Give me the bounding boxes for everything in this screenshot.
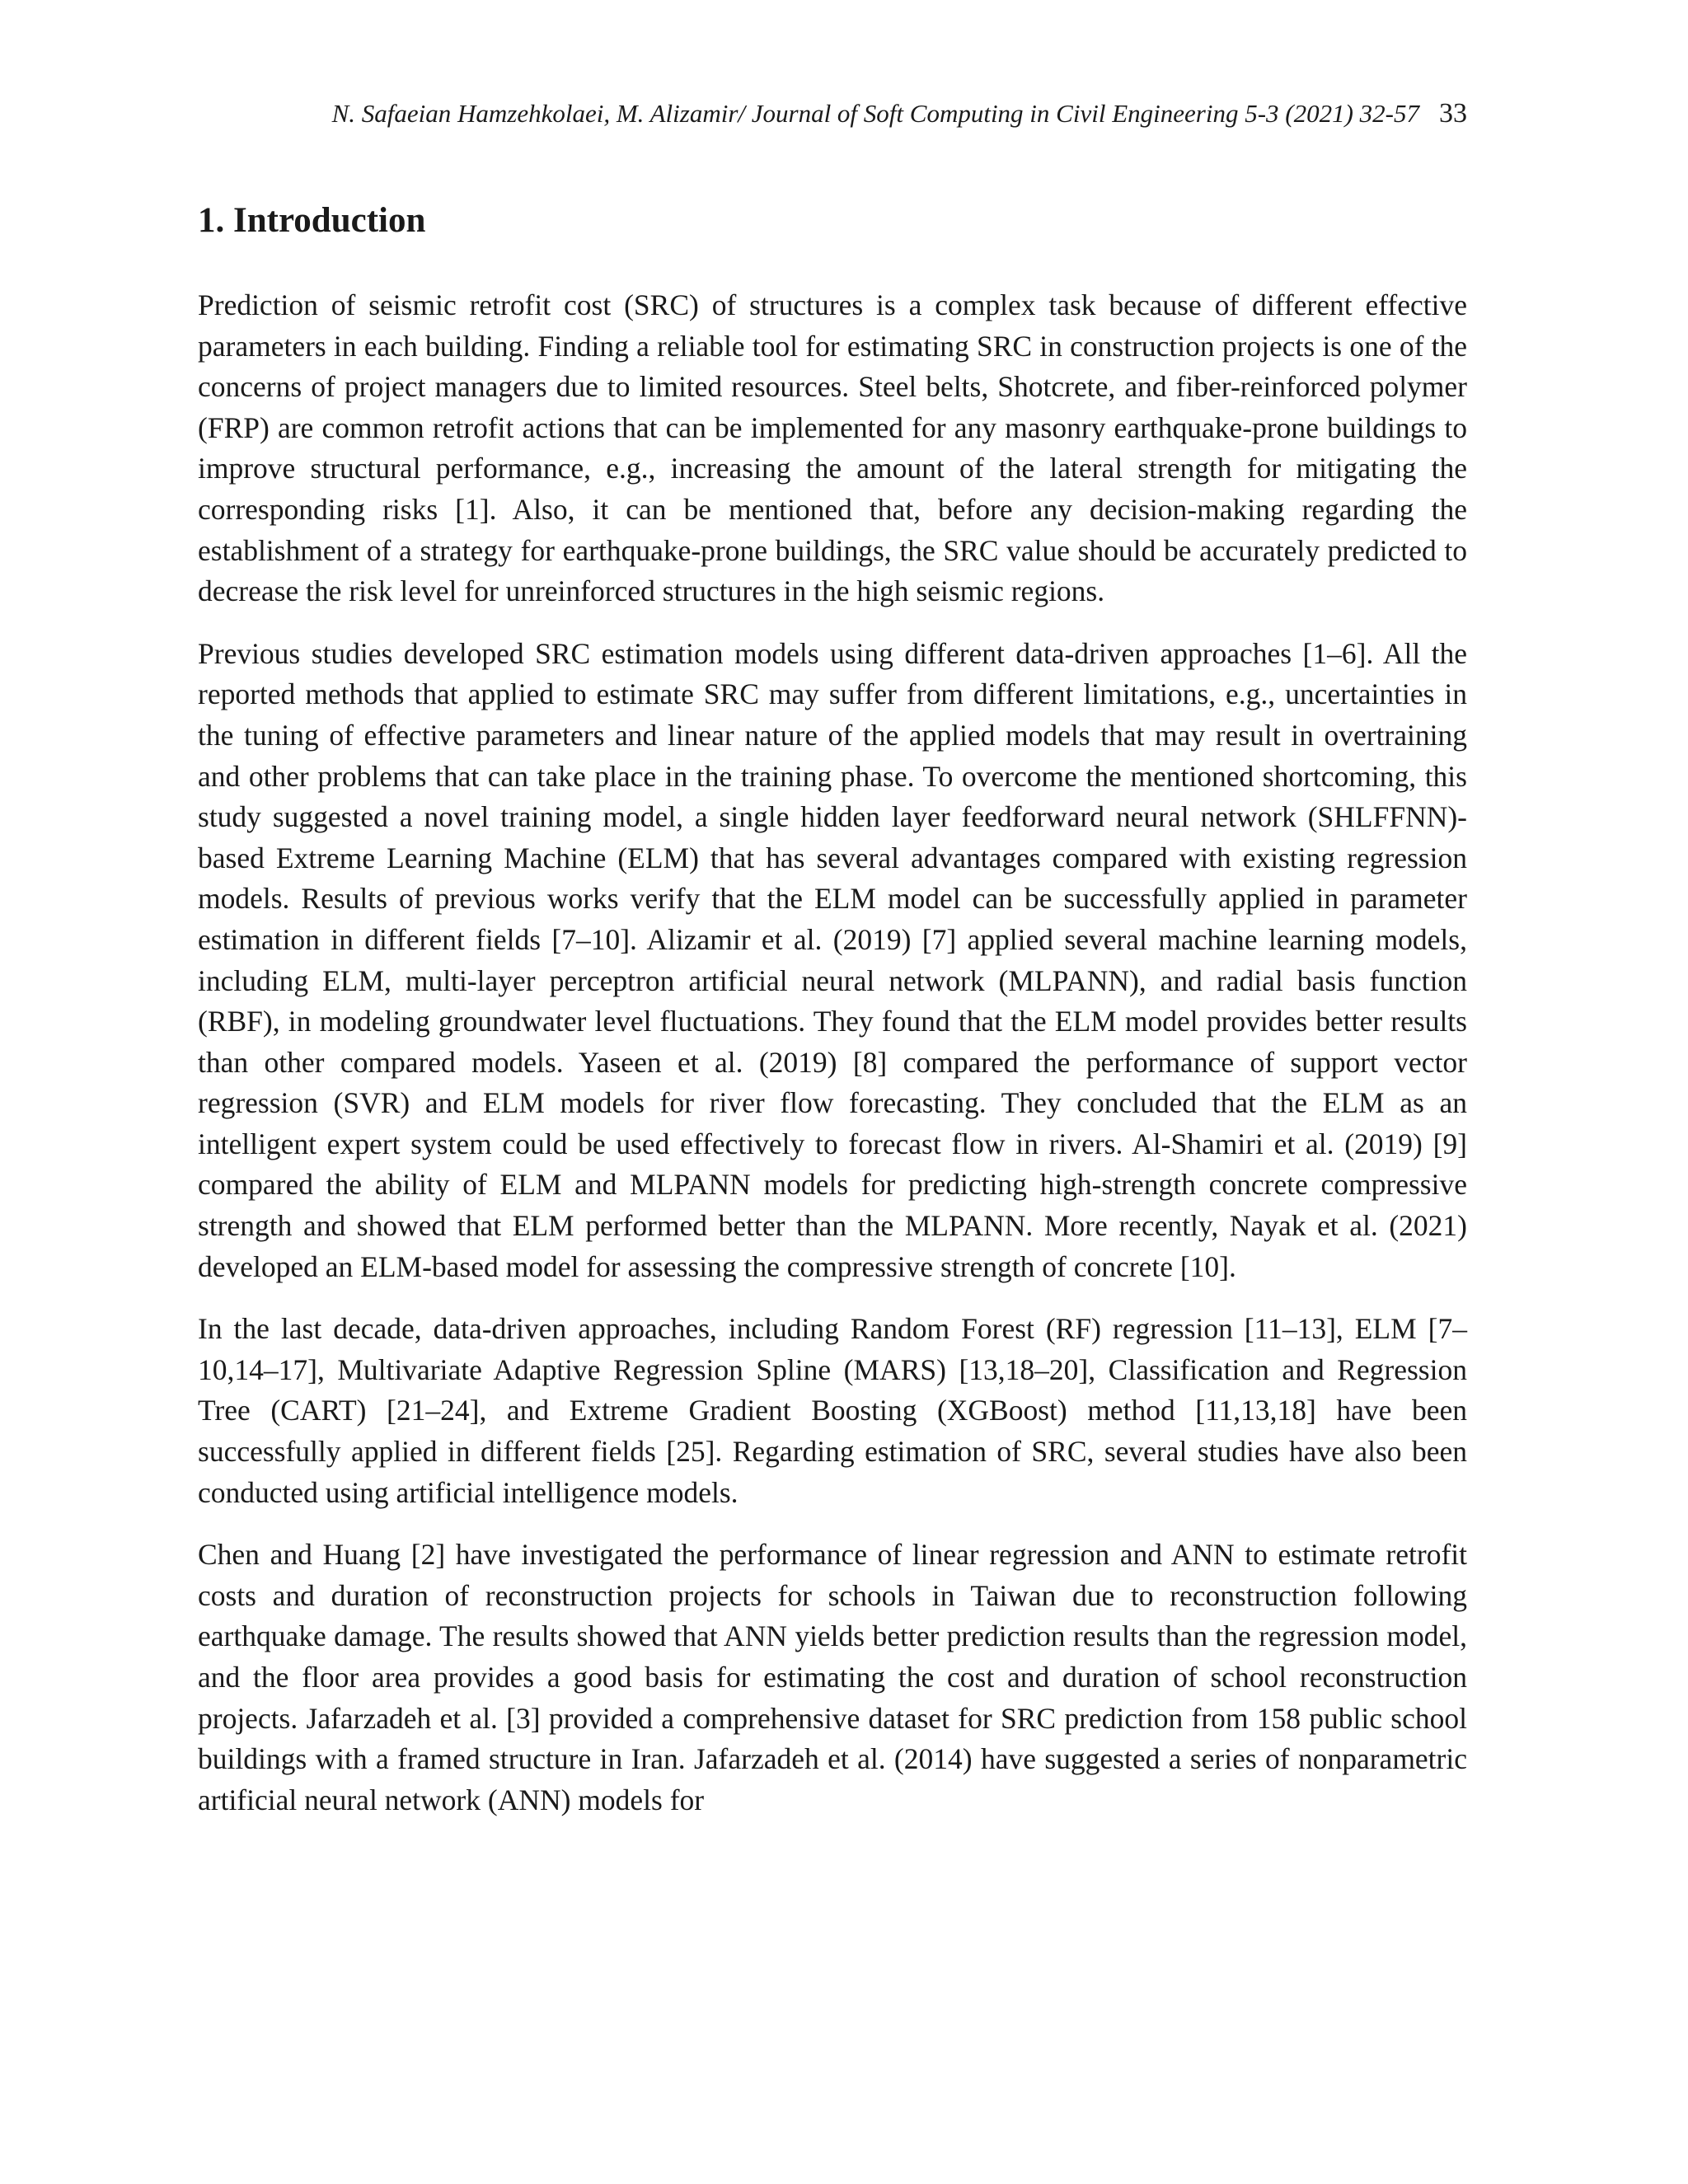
- header-citation: N. Safaeian Hamzehkolaei, M. Alizamir/ Journal of Soft Computing in Civil Engineering 5-3 (2021) 32-57: [331, 99, 1419, 128]
- page-number: 33: [1439, 98, 1467, 129]
- running-header: [198, 97, 1467, 130]
- section-title: 1. Introduction: [198, 201, 426, 240]
- paragraph-4: Chen and Huang [2] have investigated the performance of linear regression and ANN to estimate retrofit costs and duration of reconstruction projects for schools in Taiwan due to reconstruction following earthquake damage. The results showed that ANN yields better prediction results than the regression model, and the floor area provides a good basis for estimating the cost and duration of school reconstruction projects. Jafarzadeh et al. [3] provided a comprehensive dataset for SRC prediction from 158 public school buildings with a framed structure in Iran. Jafarzadeh et al. (2014) have suggested a series of nonparametric artificial neural network (ANN) models for: [198, 1538, 1467, 1816]
- main-content: [198, 198, 1467, 1842]
- paragraph-2: Previous studies developed SRC estimation models using different data-driven approaches [1–6]. All the reported methods that applied to estimate SRC may suffer from different limitations, e.g., uncertainties in the tuning of effective parameters and linear nature of the applied models that may result in overtraining and other problems that can take place in the training phase. To overcome the mentioned shortcoming, this study suggested a novel training model, a single hidden layer feedforward neural network (SHLFFNN)-based Extreme Learning Machine (ELM) that has several advantages compared with existing regression models. Results of previous works verify that the ELM model can be successfully applied in parameter estimation in different fields [7–10]. Alizamir et al. (2019) [7] applied several machine learning models, including ELM, multi-layer perceptron artificial neural network (MLPANN), and radial basis function (RBF), in modeling groundwater level fluctuations. They found that the ELM model provides better results than other compared models. Yaseen et al. (2019) [8] compared the performance of support vector regression (SVR) and ELM models for river flow forecasting. They concluded that the ELM as an intelligent expert system could be used effectively to forecast flow in rivers. Al-Shamiri et al. (2019) [9] compared the ability of ELM and MLPANN models for predicting high-strength concrete compressive strength and showed that ELM performed better than the MLPANN. More recently, Nayak et al. (2021) developed an ELM-based model for assessing the compressive strength of concrete [10].: [198, 636, 1467, 1283]
- paragraph-1: Prediction of seismic retrofit cost (SRC) of structures is a complex task because of different effective parameters in each building. Finding a reliable tool for estimating SRC in construction projects is one of the concerns of project managers due to limited resources. Steel belts, Shotcrete, and fiber-reinforced polymer (FRP) are common retrofit actions that can be implemented for any masonry earthquake-prone buildings to improve structural performance, e.g., increasing the amount of the lateral strength for mitigating the corresponding risks [1]. Also, it can be mentioned that, before any decision-making regarding the establishment of a strategy for earthquake-prone buildings, the SRC value should be accurately predicted to decrease the risk level for unreinforced structures in the high seismic regions.: [198, 288, 1467, 608]
- paragraph-3: In the last decade, data-driven approaches, including Random Forest (RF) regression [11–13], ELM [7–10,14–17], Multivariate Adaptive Regression Spline (MARS) [13,18–20], Classification and Regression Tree (CART) [21–24], and Extreme Gradient Boosting (XGBoost) method [11,13,18] have been successfully applied in different fields [25]. Regarding estimation of SRC, several studies have also been conducted using artificial intelligence models.: [198, 1312, 1467, 1509]
